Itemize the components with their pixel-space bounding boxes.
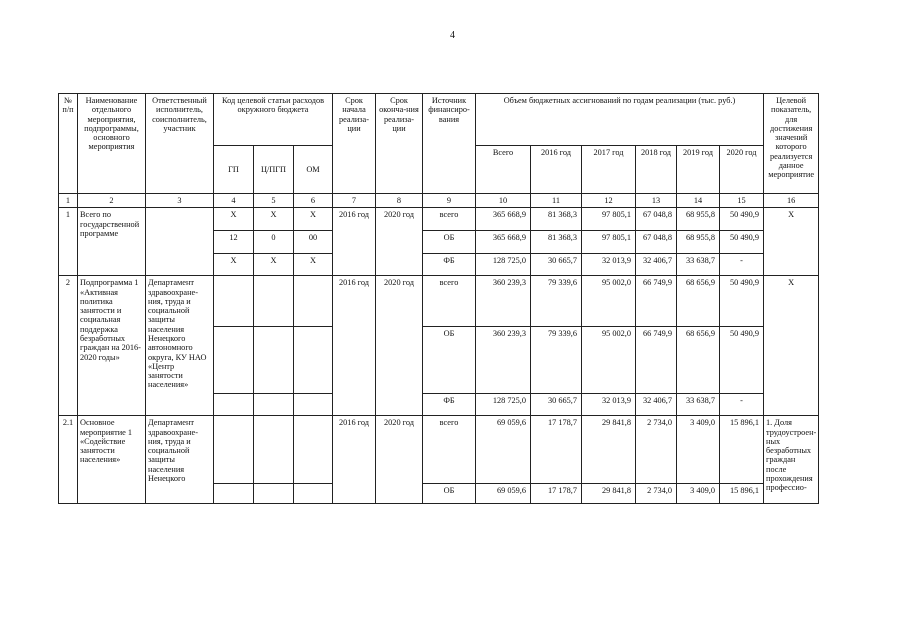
value-2016: 79 339,6 bbox=[531, 327, 582, 394]
value-2020: 50 490,9 bbox=[720, 208, 764, 231]
value-2019: 3 409,0 bbox=[677, 416, 720, 484]
row-name: Основное мероприятие 1 «Содействие занятости населения» bbox=[78, 416, 146, 504]
value-2019: 33 638,7 bbox=[677, 394, 720, 416]
value-2020: 50 490,9 bbox=[720, 276, 764, 327]
value-2020: 50 490,9 bbox=[720, 327, 764, 394]
value-2018: 2 734,0 bbox=[636, 484, 677, 504]
code-gp bbox=[214, 327, 254, 394]
colnum: 10 bbox=[476, 194, 531, 208]
code-om: 00 bbox=[294, 231, 333, 254]
colnum: 9 bbox=[423, 194, 476, 208]
header-source: Источник финансиро-вания bbox=[423, 94, 476, 194]
value-2017: 95 002,0 bbox=[582, 327, 636, 394]
row-num: 2 bbox=[59, 276, 78, 416]
value-2017: 97 805,1 bbox=[582, 231, 636, 254]
header-year-2020: 2020 год bbox=[720, 146, 764, 194]
header-code-gp: ГП bbox=[214, 146, 254, 194]
source-cell: всего bbox=[423, 276, 476, 327]
source-cell: всего bbox=[423, 416, 476, 484]
row-name: Всего по государственной программе bbox=[78, 208, 146, 276]
value-2019: 68 955,8 bbox=[677, 208, 720, 231]
value-total: 365 668,9 bbox=[476, 231, 531, 254]
value-2017: 32 013,9 bbox=[582, 394, 636, 416]
value-2019: 68 656,9 bbox=[677, 276, 720, 327]
value-2019: 33 638,7 bbox=[677, 254, 720, 276]
code-gp bbox=[214, 276, 254, 327]
value-2016: 79 339,6 bbox=[531, 276, 582, 327]
table-row bbox=[59, 276, 819, 327]
value-total: 360 239,3 bbox=[476, 276, 531, 327]
header-year-total: Всего bbox=[476, 146, 531, 194]
row-num: 1 bbox=[59, 208, 78, 276]
budget-table bbox=[58, 93, 819, 504]
code-gp bbox=[214, 394, 254, 416]
code-gp bbox=[214, 416, 254, 484]
header-code-cpgp: Ц/ПГП bbox=[254, 146, 294, 194]
code-om: Х bbox=[294, 254, 333, 276]
value-2020: 50 490,9 bbox=[720, 231, 764, 254]
colnum: 7 bbox=[333, 194, 376, 208]
value-2018: 67 048,8 bbox=[636, 231, 677, 254]
header-budget: Объем бюджетных ассигнований по годам реализации (тыс. руб.) bbox=[476, 94, 764, 146]
colnum: 5 bbox=[254, 194, 294, 208]
table-row bbox=[59, 208, 819, 231]
row-end: 2020 год bbox=[376, 416, 423, 504]
code-cpgp bbox=[254, 394, 294, 416]
code-om bbox=[294, 327, 333, 394]
header-year-2017: 2017 год bbox=[582, 146, 636, 194]
value-2018: 67 048,8 bbox=[636, 208, 677, 231]
header-row-1 bbox=[59, 94, 819, 146]
row-executor bbox=[146, 208, 214, 276]
header-executor: Ответственный исполнитель, соисполнитель, участник bbox=[146, 94, 214, 194]
value-2019: 3 409,0 bbox=[677, 484, 720, 504]
code-cpgp bbox=[254, 276, 294, 327]
value-total: 128 725,0 bbox=[476, 394, 531, 416]
value-total: 69 059,6 bbox=[476, 416, 531, 484]
row-executor: Департамент здравоохране-ния, труда и социальной защиты населения Ненецкого автономного округа, КУ НАО «Центр занятости населения» bbox=[146, 276, 214, 416]
value-2016: 17 178,7 bbox=[531, 484, 582, 504]
colnum: 3 bbox=[146, 194, 214, 208]
row-target: 1. Доля трудоустроен-ных безработных граждан после прохождения профессио- bbox=[764, 416, 819, 504]
code-cpgp: Х bbox=[254, 254, 294, 276]
code-cpgp bbox=[254, 327, 294, 394]
colnum: 2 bbox=[78, 194, 146, 208]
row-start: 2016 год bbox=[333, 276, 376, 416]
value-2018: 2 734,0 bbox=[636, 416, 677, 484]
value-2016: 81 368,3 bbox=[531, 231, 582, 254]
code-om bbox=[294, 416, 333, 484]
row-end: 2020 год bbox=[376, 276, 423, 416]
source-cell: ФБ bbox=[423, 394, 476, 416]
colnum: 8 bbox=[376, 194, 423, 208]
value-2020: 15 896,1 bbox=[720, 484, 764, 504]
value-2018: 32 406,7 bbox=[636, 394, 677, 416]
colnum: 6 bbox=[294, 194, 333, 208]
value-2018: 66 749,9 bbox=[636, 276, 677, 327]
code-cpgp bbox=[254, 416, 294, 484]
header-year-2019: 2019 год bbox=[677, 146, 720, 194]
row-target: Х bbox=[764, 276, 819, 416]
row-executor: Департамент здравоохране-ния, труда и социальной защиты населения Ненецкого bbox=[146, 416, 214, 504]
value-2018: 32 406,7 bbox=[636, 254, 677, 276]
code-gp: 12 bbox=[214, 231, 254, 254]
value-total: 365 668,9 bbox=[476, 208, 531, 231]
header-name: Наименование отдельного мероприятия, подпрограммы, основного мероприятия bbox=[78, 94, 146, 194]
header-end: Срок оконча-ния реализа-ции bbox=[376, 94, 423, 194]
code-om bbox=[294, 394, 333, 416]
row-start: 2016 год bbox=[333, 416, 376, 504]
code-cpgp: 0 bbox=[254, 231, 294, 254]
value-total: 69 059,6 bbox=[476, 484, 531, 504]
value-2018: 66 749,9 bbox=[636, 327, 677, 394]
value-2016: 30 665,7 bbox=[531, 254, 582, 276]
code-om bbox=[294, 276, 333, 327]
source-cell: ФБ bbox=[423, 254, 476, 276]
value-2017: 29 841,8 bbox=[582, 484, 636, 504]
row-target: Х bbox=[764, 208, 819, 276]
code-om bbox=[294, 484, 333, 504]
header-num: № п/п bbox=[59, 94, 78, 194]
value-2017: 29 841,8 bbox=[582, 416, 636, 484]
colnum: 14 bbox=[677, 194, 720, 208]
colnum: 11 bbox=[531, 194, 582, 208]
source-cell: всего bbox=[423, 208, 476, 231]
header-code: Код целевой статьи расходов окружного бюджета bbox=[214, 94, 333, 146]
row-start: 2016 год bbox=[333, 208, 376, 276]
header-year-2018: 2018 год bbox=[636, 146, 677, 194]
value-2020: - bbox=[720, 394, 764, 416]
value-2017: 97 805,1 bbox=[582, 208, 636, 231]
value-2016: 17 178,7 bbox=[531, 416, 582, 484]
code-cpgp bbox=[254, 484, 294, 504]
code-om: Х bbox=[294, 208, 333, 231]
source-cell: ОБ bbox=[423, 327, 476, 394]
header-start: Срок начала реализа-ции bbox=[333, 94, 376, 194]
value-2020: - bbox=[720, 254, 764, 276]
row-end: 2020 год bbox=[376, 208, 423, 276]
source-cell: ОБ bbox=[423, 484, 476, 504]
code-cpgp: Х bbox=[254, 208, 294, 231]
value-2020: 15 896,1 bbox=[720, 416, 764, 484]
colnum: 12 bbox=[582, 194, 636, 208]
value-2016: 81 368,3 bbox=[531, 208, 582, 231]
value-total: 128 725,0 bbox=[476, 254, 531, 276]
colnum: 13 bbox=[636, 194, 677, 208]
value-2017: 32 013,9 bbox=[582, 254, 636, 276]
column-number-row bbox=[59, 194, 819, 208]
value-2017: 95 002,0 bbox=[582, 276, 636, 327]
value-2019: 68 656,9 bbox=[677, 327, 720, 394]
value-2019: 68 955,8 bbox=[677, 231, 720, 254]
source-cell: ОБ bbox=[423, 231, 476, 254]
header-year-2016: 2016 год bbox=[531, 146, 582, 194]
colnum: 1 bbox=[59, 194, 78, 208]
colnum: 15 bbox=[720, 194, 764, 208]
value-total: 360 239,3 bbox=[476, 327, 531, 394]
colnum: 16 bbox=[764, 194, 819, 208]
colnum: 4 bbox=[214, 194, 254, 208]
code-gp bbox=[214, 484, 254, 504]
table-row bbox=[59, 416, 819, 484]
page-number: 4 bbox=[450, 30, 455, 41]
row-name: Подпрограмма 1 «Активная политика занятости и социальная поддержка безработных граждан на 2016-2020 годы» bbox=[78, 276, 146, 416]
value-2016: 30 665,7 bbox=[531, 394, 582, 416]
header-target: Целевой показатель, для достижения значений которого реализуется данное мероприятие bbox=[764, 94, 819, 194]
code-gp: Х bbox=[214, 208, 254, 231]
row-num: 2.1 bbox=[59, 416, 78, 504]
header-code-om: ОМ bbox=[294, 146, 333, 194]
code-gp: Х bbox=[214, 254, 254, 276]
